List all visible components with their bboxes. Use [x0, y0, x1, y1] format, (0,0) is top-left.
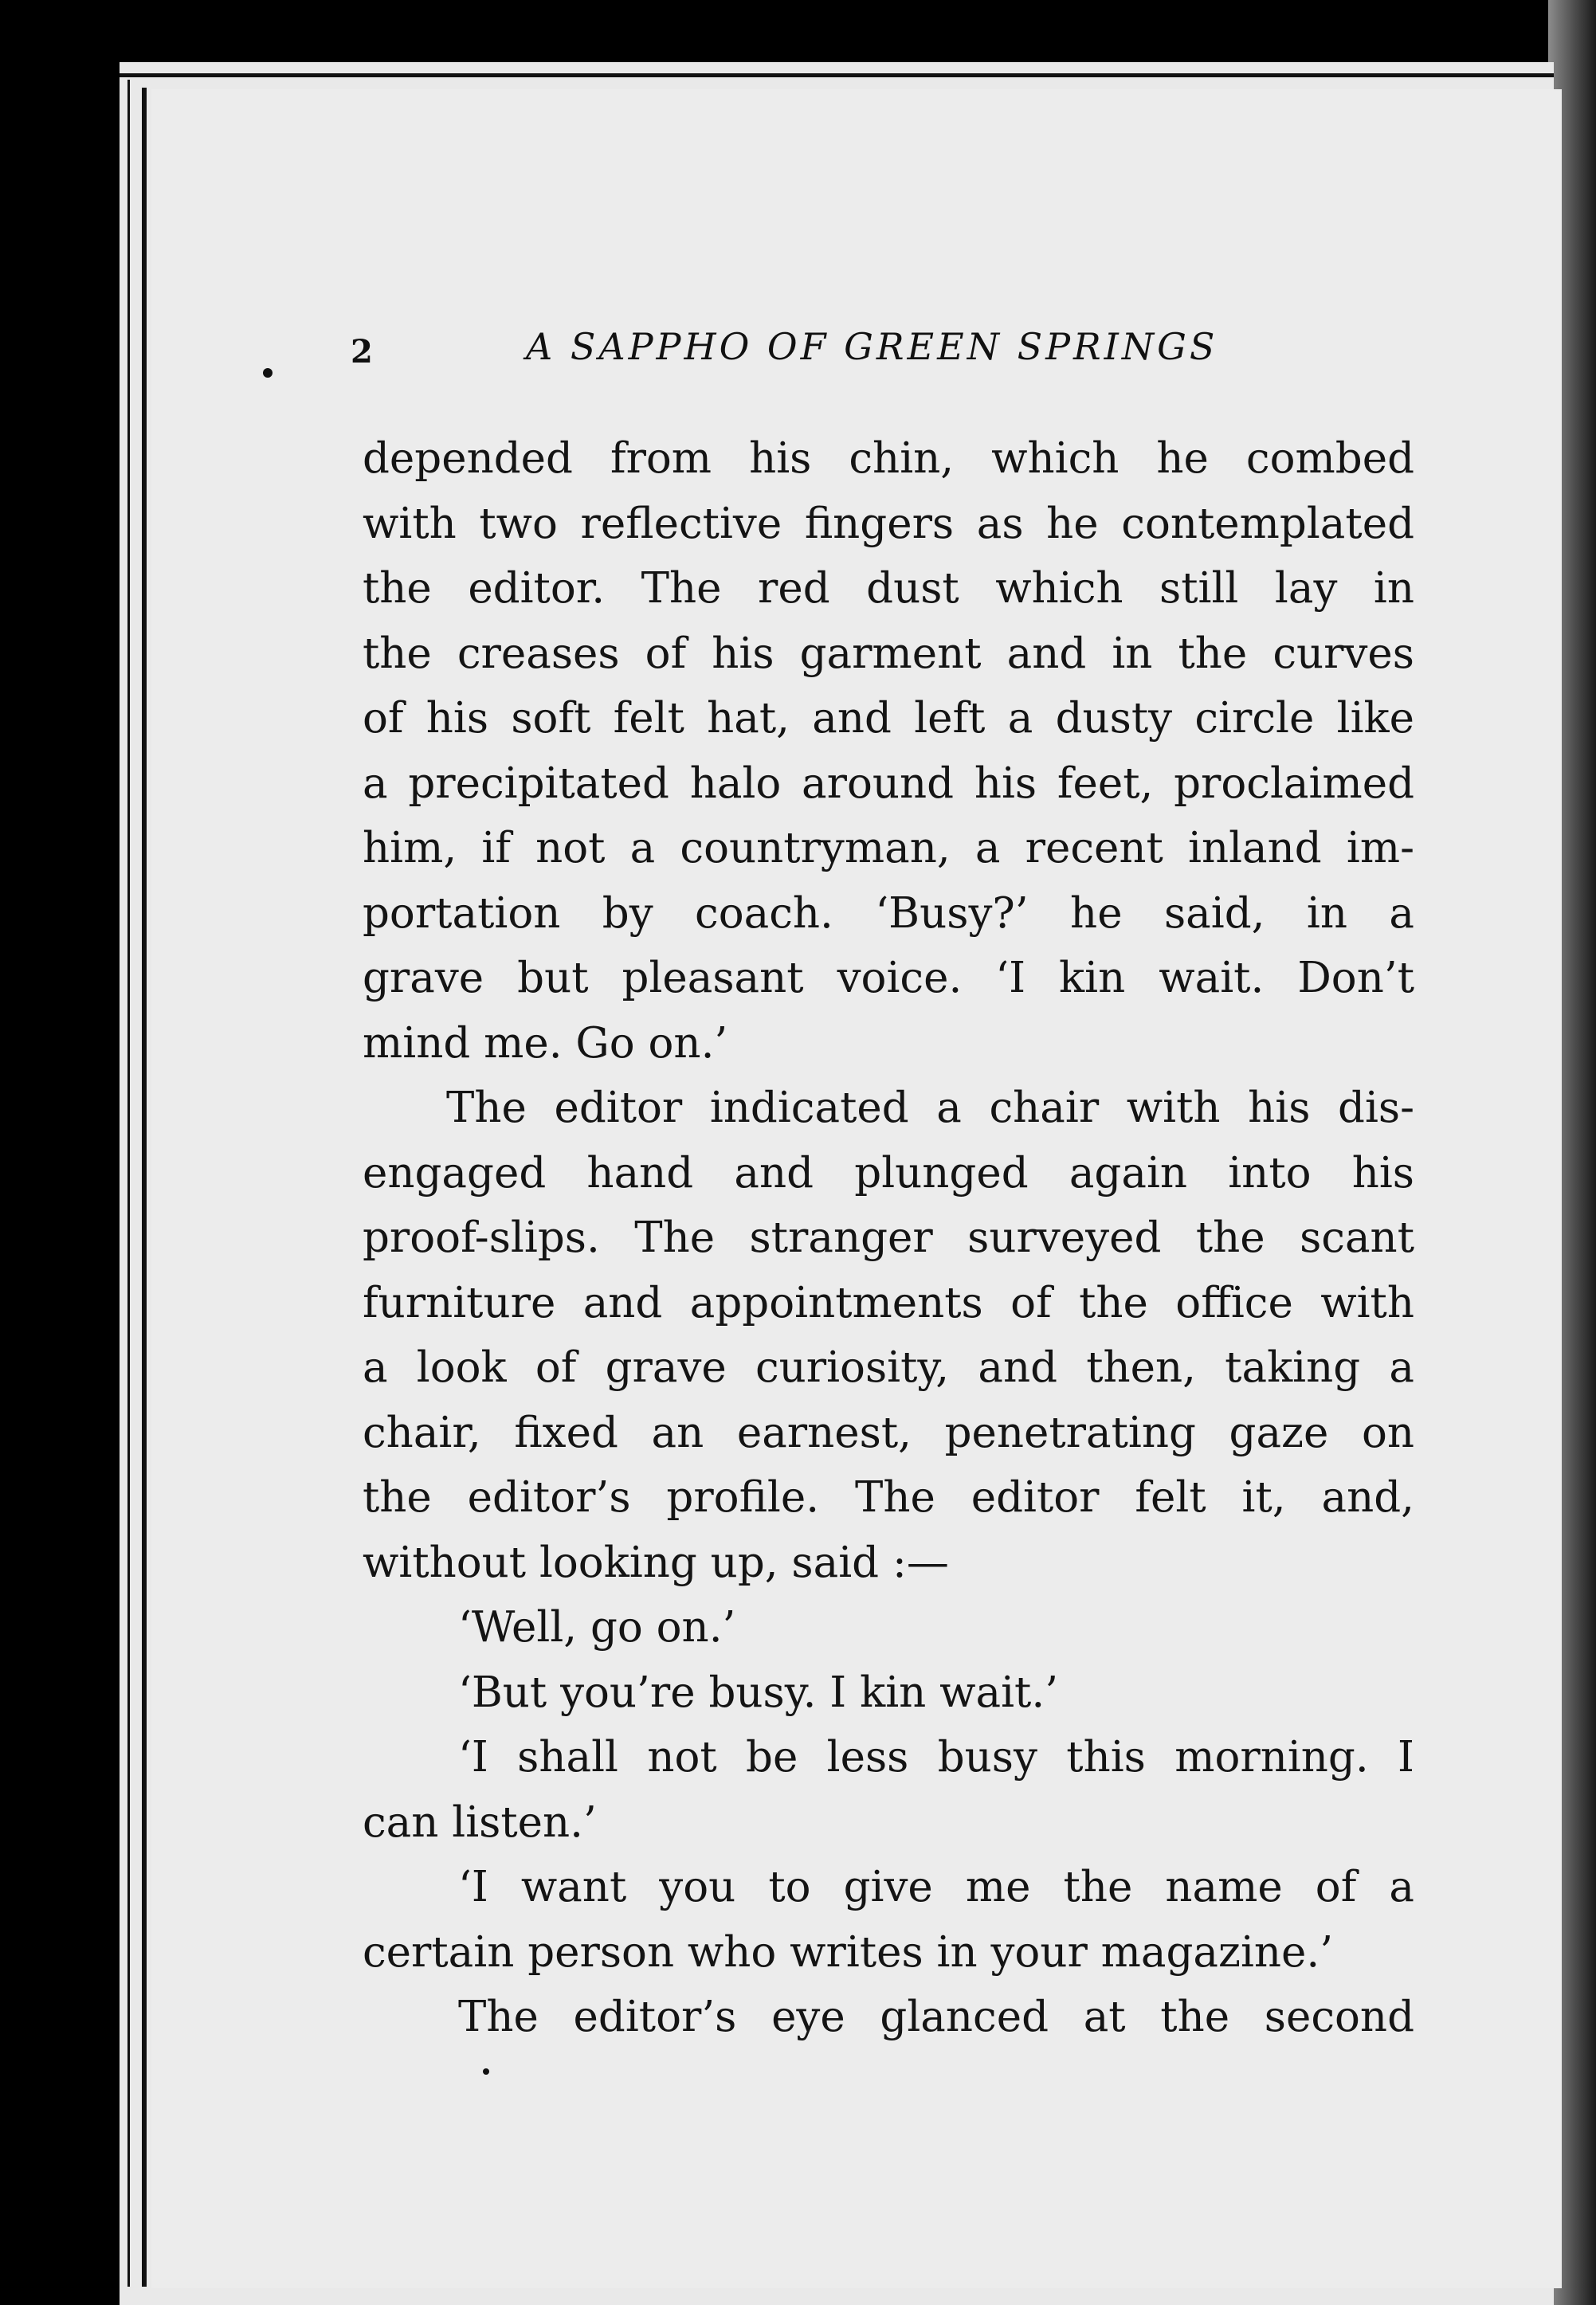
text-line: engaged hand and plunged again into his	[363, 1148, 1414, 1198]
text-line: portation by coach. ‘Busy?’ he said, in a	[363, 888, 1414, 938]
running-head-title: A SAPPHO OF GREEN SPRINGS	[526, 325, 1218, 368]
text-line: ‘But you’re busy. I kin wait.’	[458, 1668, 1059, 1717]
text-line: The editor’s eye glanced at the second	[458, 1993, 1414, 2041]
text-line: the creases of his garment and in the curves	[363, 629, 1414, 678]
text-line: the editor’s profile. The editor felt it, and,	[363, 1473, 1414, 1522]
text-line: can listen.’	[363, 1797, 597, 1847]
text-line: ‘I want you to give me the name of a	[458, 1863, 1414, 1911]
scan-speck	[483, 2068, 489, 2075]
text-line: him, if not a countryman, a recent inland im-	[363, 824, 1414, 872]
page-edge-line	[142, 88, 147, 2287]
page-edge-line	[127, 80, 130, 2287]
text-line: The editor indicated a chair with his dis-	[446, 1084, 1414, 1132]
text-line: ‘I shall not be less busy this morning. I	[458, 1733, 1414, 1782]
text-line: without looking up, said :—	[363, 1538, 949, 1587]
text-line: mind me. Go on.’	[363, 1018, 728, 1068]
text-line: certain person who writes in your magazine.’	[363, 1927, 1334, 1977]
page-number: 2	[351, 333, 373, 370]
text-line: grave but pleasant voice. ‘I kin wait. Don’t	[363, 954, 1414, 1002]
text-line: ‘Well, go on.’	[458, 1603, 736, 1652]
scan-speck	[263, 368, 273, 378]
text-line: the editor. The red dust which still lay in	[363, 564, 1414, 613]
text-line: proof-slips. The stranger surveyed the scant	[363, 1213, 1414, 1262]
text-line: chair, fixed an earnest, penetrating gaze on	[363, 1408, 1414, 1457]
text-line: with two reflective fingers as he contemplated	[363, 499, 1414, 548]
running-head	[351, 319, 1291, 382]
text-line: furniture and appointments of the office with	[363, 1278, 1414, 1327]
page-edge-line	[120, 73, 1554, 77]
text-line: of his soft felt hat, and left a dusty circle like	[363, 694, 1414, 743]
text-line: a look of grave curiosity, and then, taking a	[363, 1343, 1414, 1392]
text-line: a precipitated halo around his feet, proclaimed	[363, 759, 1414, 808]
body-text	[363, 426, 1414, 2050]
text-line: depended from his chin, which he combed	[363, 434, 1414, 483]
